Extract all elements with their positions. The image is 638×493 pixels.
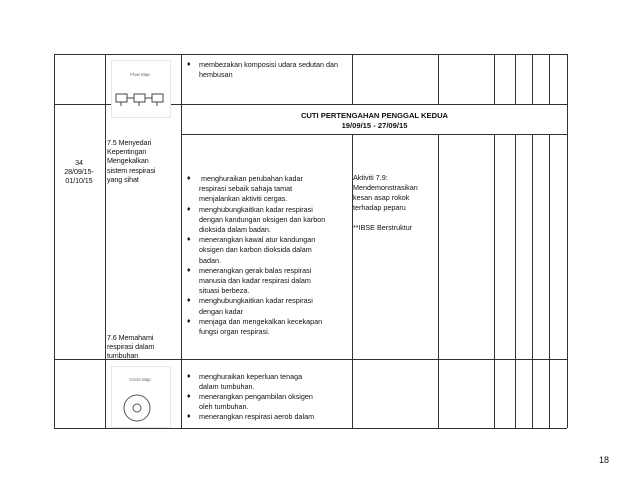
cuti-title: CUTI PERTENGAHAN PENGGAL KEDUA [300, 111, 449, 120]
diamond-bullet-icon: ♦ [187, 175, 191, 182]
aktiviti-cell [353, 173, 429, 233]
circle-map-label: Circle Map [129, 377, 151, 382]
std-line: Mengekalkan [107, 156, 149, 166]
circle-map-icon [119, 393, 155, 423]
list-item-line: menghuraikan keperluan tenaga [199, 372, 303, 381]
diamond-bullet-icon: ♦ [187, 297, 191, 305]
diamond-bullet-icon: ♦ [187, 393, 191, 400]
list-item-line: dengan kadar [199, 306, 243, 316]
list-item [185, 174, 351, 205]
std-line: 7.5 Menyedari [107, 138, 152, 147]
standard-7-6 [107, 333, 177, 361]
col-border-7b [532, 134, 533, 428]
list-item-line: menghubungkaitkan kadar respirasi [199, 204, 313, 214]
list-item-line: dioksida dalam badan. [199, 225, 271, 235]
col-border-6b [515, 134, 516, 428]
std-line: tumbuhan [107, 351, 139, 361]
list-item-line: oksigen dan karbon dioksida dalam [199, 245, 312, 255]
col-border-1 [105, 54, 106, 428]
aktiviti-line: Mendemonstrasikan [353, 183, 418, 192]
flow-map-icon [115, 92, 165, 108]
list-item-line: oleh tumbuhan. [199, 402, 249, 411]
list-item-line: menjaga dan mengekalkan kecekapan [199, 316, 323, 326]
list-item [185, 372, 351, 392]
diamond-bullet-icon: ♦ [187, 317, 191, 325]
list-item-line: dengan kandungan oksigen dan karbon [199, 214, 326, 224]
list-item [185, 317, 351, 337]
col-border-8b [549, 134, 550, 428]
diamond-bullet-icon: ♦ [187, 236, 191, 244]
list-item [185, 60, 350, 80]
col-border-6 [515, 54, 516, 105]
list-item-line: menerangkan gerak balas respirasi [199, 265, 312, 275]
table-border-top [54, 54, 567, 55]
flow-map-thumbnail [111, 60, 171, 118]
list-item [185, 412, 351, 422]
list-item-line: menerangkan pengambilan oksigen [199, 392, 313, 401]
aktiviti-line: Aktiviti 7.9: [353, 173, 388, 182]
aktiviti-note: **IBSE Berstruktur [353, 223, 413, 232]
std-line: sistem respirasi [107, 165, 156, 175]
list-item-line: menerangkan kawal atur kandungan [199, 235, 316, 245]
col-border-4b [438, 134, 439, 428]
std-line: 7.6 Memahami [107, 333, 154, 342]
list-item [185, 205, 351, 236]
week-cell [55, 158, 103, 185]
col-border-0 [54, 54, 55, 428]
list-item [185, 266, 351, 297]
col-border-3 [352, 54, 353, 105]
week-dates-end: 01/10/15 [65, 176, 93, 185]
list-item [185, 392, 351, 412]
list-item-line: respirasi sebaik sahaja tamat [199, 184, 293, 194]
week-dates-start: 28/09/15- [64, 167, 94, 176]
list-item-line: fungsi organ respirasi. [199, 327, 270, 337]
std-line: yang sihat [107, 174, 139, 184]
list-item-line: menjalankan aktiviti cergas. [199, 194, 288, 204]
col-border-4 [438, 54, 439, 105]
diamond-bullet-icon: ♦ [187, 373, 191, 380]
list-item-line: badan. [199, 255, 221, 265]
list-item-line: menghuraikan perubahan kadar [201, 174, 303, 183]
list-item-line: manusia dan kadar respirasi dalam [199, 276, 311, 286]
aktiviti-line: terhadap peparu [353, 203, 406, 212]
page-number: 18 [598, 455, 609, 465]
col-border-5b [494, 134, 495, 428]
standard-7-5 [107, 138, 177, 184]
list-item-line: situasi berbeza. [199, 286, 250, 296]
flow-map-label: Flow Map [130, 72, 150, 77]
aktiviti-line: kesan asap rokok [353, 193, 410, 202]
list-item-line: menerangkan respirasi aerob dalam [199, 412, 315, 421]
list-item [185, 235, 351, 266]
table-border-bottom [54, 428, 567, 429]
list-item [185, 296, 351, 316]
diamond-bullet-icon: ♦ [187, 61, 191, 68]
main-row-bullets [185, 174, 351, 337]
std-line: respirasi dalam [107, 342, 155, 352]
cuti-row-bottom-border [181, 134, 568, 135]
bottom-row-bullets [185, 372, 351, 422]
col-border-7 [532, 54, 533, 105]
cuti-heading [181, 111, 568, 131]
list-item-text: membezakan komposisi udara sedutan dan hembusan [199, 60, 339, 79]
diamond-bullet-icon: ♦ [187, 413, 191, 420]
diamond-bullet-icon: ♦ [187, 266, 191, 274]
list-item-line: dalam tumbuhan. [199, 382, 255, 391]
list-item-line: menghubungkaitkan kadar respirasi [199, 296, 313, 306]
top-row-bullets [185, 60, 350, 80]
std-line: Kepentingan [107, 147, 147, 157]
col-border-8 [549, 54, 550, 105]
cuti-dates: 19/09/15 - 27/09/15 [341, 121, 408, 130]
diamond-bullet-icon: ♦ [187, 205, 191, 213]
week-number: 34 [75, 158, 83, 167]
col-border-5 [494, 54, 495, 105]
